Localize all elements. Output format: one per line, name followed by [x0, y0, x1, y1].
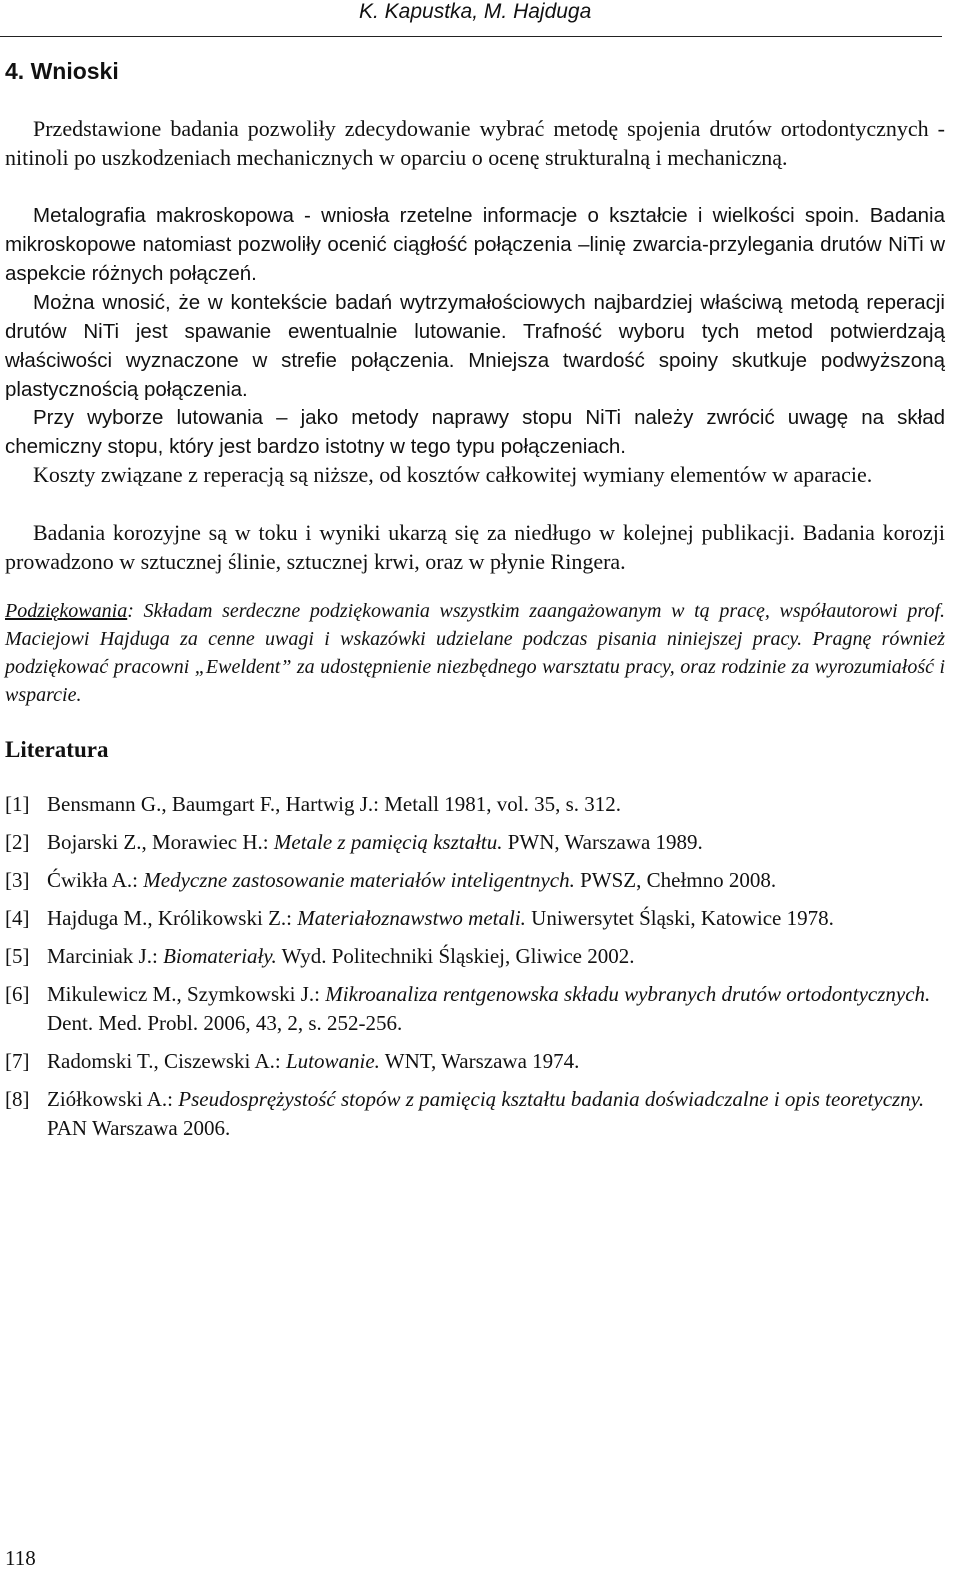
- reference-item: [5, 1047, 945, 1076]
- reference-list: [5, 790, 945, 1152]
- running-header: [0, 0, 942, 37]
- reference-title: Medyczne zastosowanie materiałów inteligentnych.: [143, 868, 575, 892]
- reference-details: Uniwersytet Śląski, Katowice 1978.: [525, 906, 834, 930]
- reference-authors: Radomski T., Ciszewski A.:: [47, 1049, 286, 1073]
- paragraph-2: Metalografia makroskopowa - wniosła rzetelne informacje o kształcie i wielkości spoin. Badania mikroskopowe natomiast pozwoliły ocenić ciągłość połączenia –linię zwarcia-przylegania drutów NiTi w aspekcie różnych połączeń.: [5, 204, 945, 285]
- reference-item: [5, 790, 945, 819]
- acknowledgement-label: Podziękowania: [5, 600, 128, 622]
- reference-authors: Hajduga M., Królikowski Z.:: [47, 906, 298, 930]
- reference-details: WNT, Warszawa 1974.: [379, 1049, 580, 1073]
- paragraph-1: Przedstawione badania pozwoliły zdecydowanie wybrać metodę spojenia drutów ortodontycznych - nitinoli po uszkodzeniach mechanicznych w oparciu o ocenę strukturalną i mechaniczną.: [5, 116, 945, 170]
- reference-authors: Bojarski Z., Morawiec H.:: [47, 830, 274, 854]
- reference-number: [1]: [5, 792, 30, 816]
- reference-number: [2]: [5, 830, 30, 854]
- reference-number: [4]: [5, 906, 30, 930]
- reference-details: Dent. Med. Probl. 2006, 43, 2, s. 252-256.: [47, 1011, 403, 1035]
- reference-details: Wyd. Politechniki Śląskiej, Gliwice 2002.: [276, 944, 635, 968]
- page-number: 118: [5, 1546, 36, 1570]
- reference-details: PWSZ, Chełmno 2008.: [574, 868, 777, 892]
- reference-title: Biomateriały.: [163, 944, 277, 968]
- reference-title: Materiałoznawstwo metali.: [297, 906, 526, 930]
- reference-item: [5, 866, 945, 895]
- reference-item: [5, 828, 945, 857]
- reference-title: Metale z pamięcią kształtu.: [273, 830, 503, 854]
- reference-authors: Mikulewicz M., Szymkowski J.:: [47, 982, 326, 1006]
- acknowledgement: [5, 597, 945, 709]
- reference-title: Mikroanaliza rentgenowska składu wybranych drutów ortodontycznych.: [325, 982, 931, 1006]
- header-authors: K. Kapustka, M. Hajduga: [359, 0, 592, 23]
- reference-details: PAN Warszawa 2006.: [47, 1116, 231, 1140]
- reference-number: [8]: [5, 1087, 30, 1111]
- paragraph-3: Można wnosić, że w kontekście badań wytrzymałościowych najbardziej właściwą metodą reperacji drutów NiTi jest spawanie ewentualnie lutowanie. Trafność wyboru tych metod potwierdzają właściwości wyznaczone w strefie połączenia. Mniejsza twardość spoiny skutkuje podwyższoną plastycznością połączenia.: [5, 291, 945, 401]
- reference-title: Pseudosprężystość stopów z pamięcią kształtu badania doświadczalne i opis teoretyczny.: [178, 1087, 925, 1111]
- reference-details: PWN, Warszawa 1989.: [502, 830, 703, 854]
- reference-number: [3]: [5, 868, 30, 892]
- reference-details: Metall 1981, vol. 35, s. 312.: [384, 792, 622, 816]
- reference-number: [5]: [5, 944, 30, 968]
- reference-item: [5, 1085, 945, 1143]
- reference-authors: Marciniak J.:: [47, 944, 164, 968]
- reference-item: [5, 942, 945, 971]
- literature-title: Literatura: [5, 737, 109, 762]
- section-title: 4. Wnioski: [5, 58, 119, 84]
- reference-authors: Ćwikła A.:: [47, 868, 144, 892]
- paragraph-5: Koszty związane z reperacją są niższe, od kosztów całkowitej wymiany elementów w aparacie.: [33, 462, 873, 487]
- reference-item: [5, 904, 945, 933]
- reference-authors: Bensmann G., Baumgart F., Hartwig J.:: [47, 792, 385, 816]
- paragraph-4: Przy wyborze lutowania – jako metody naprawy stopu NiTi należy zwrócić uwagę na skład chemiczny stopu, który jest bardzo istotny w tego typu połączeniach.: [5, 406, 945, 458]
- reference-number: [7]: [5, 1049, 30, 1073]
- reference-number: [6]: [5, 982, 30, 1006]
- reference-item: [5, 980, 945, 1038]
- paragraph-6: Badania korozyjne są w toku i wyniki ukarzą się za niedługo w kolejnej publikacji. Badania korozji prowadzono w sztucznej ślinie, sztucznej krwi, oraz w płynie Ringera.: [5, 520, 945, 574]
- reference-title: Lutowanie.: [285, 1049, 380, 1073]
- acknowledgement-text: : Składam serdeczne podziękowania wszystkim zaangażowanym w tą pracę, współautorowi prof. Maciejowi Hajduga za cenne uwagi i wskazówki udzielane podczas pisania niniejszej pracy. Pragnę również podziękować pracowni „Eweldent” za udostępnienie niezbędnego warsztatu pracy, oraz rodzinie za wyrozumiałość i wsparcie.: [5, 600, 945, 706]
- reference-authors: Ziółkowski A.:: [47, 1087, 179, 1111]
